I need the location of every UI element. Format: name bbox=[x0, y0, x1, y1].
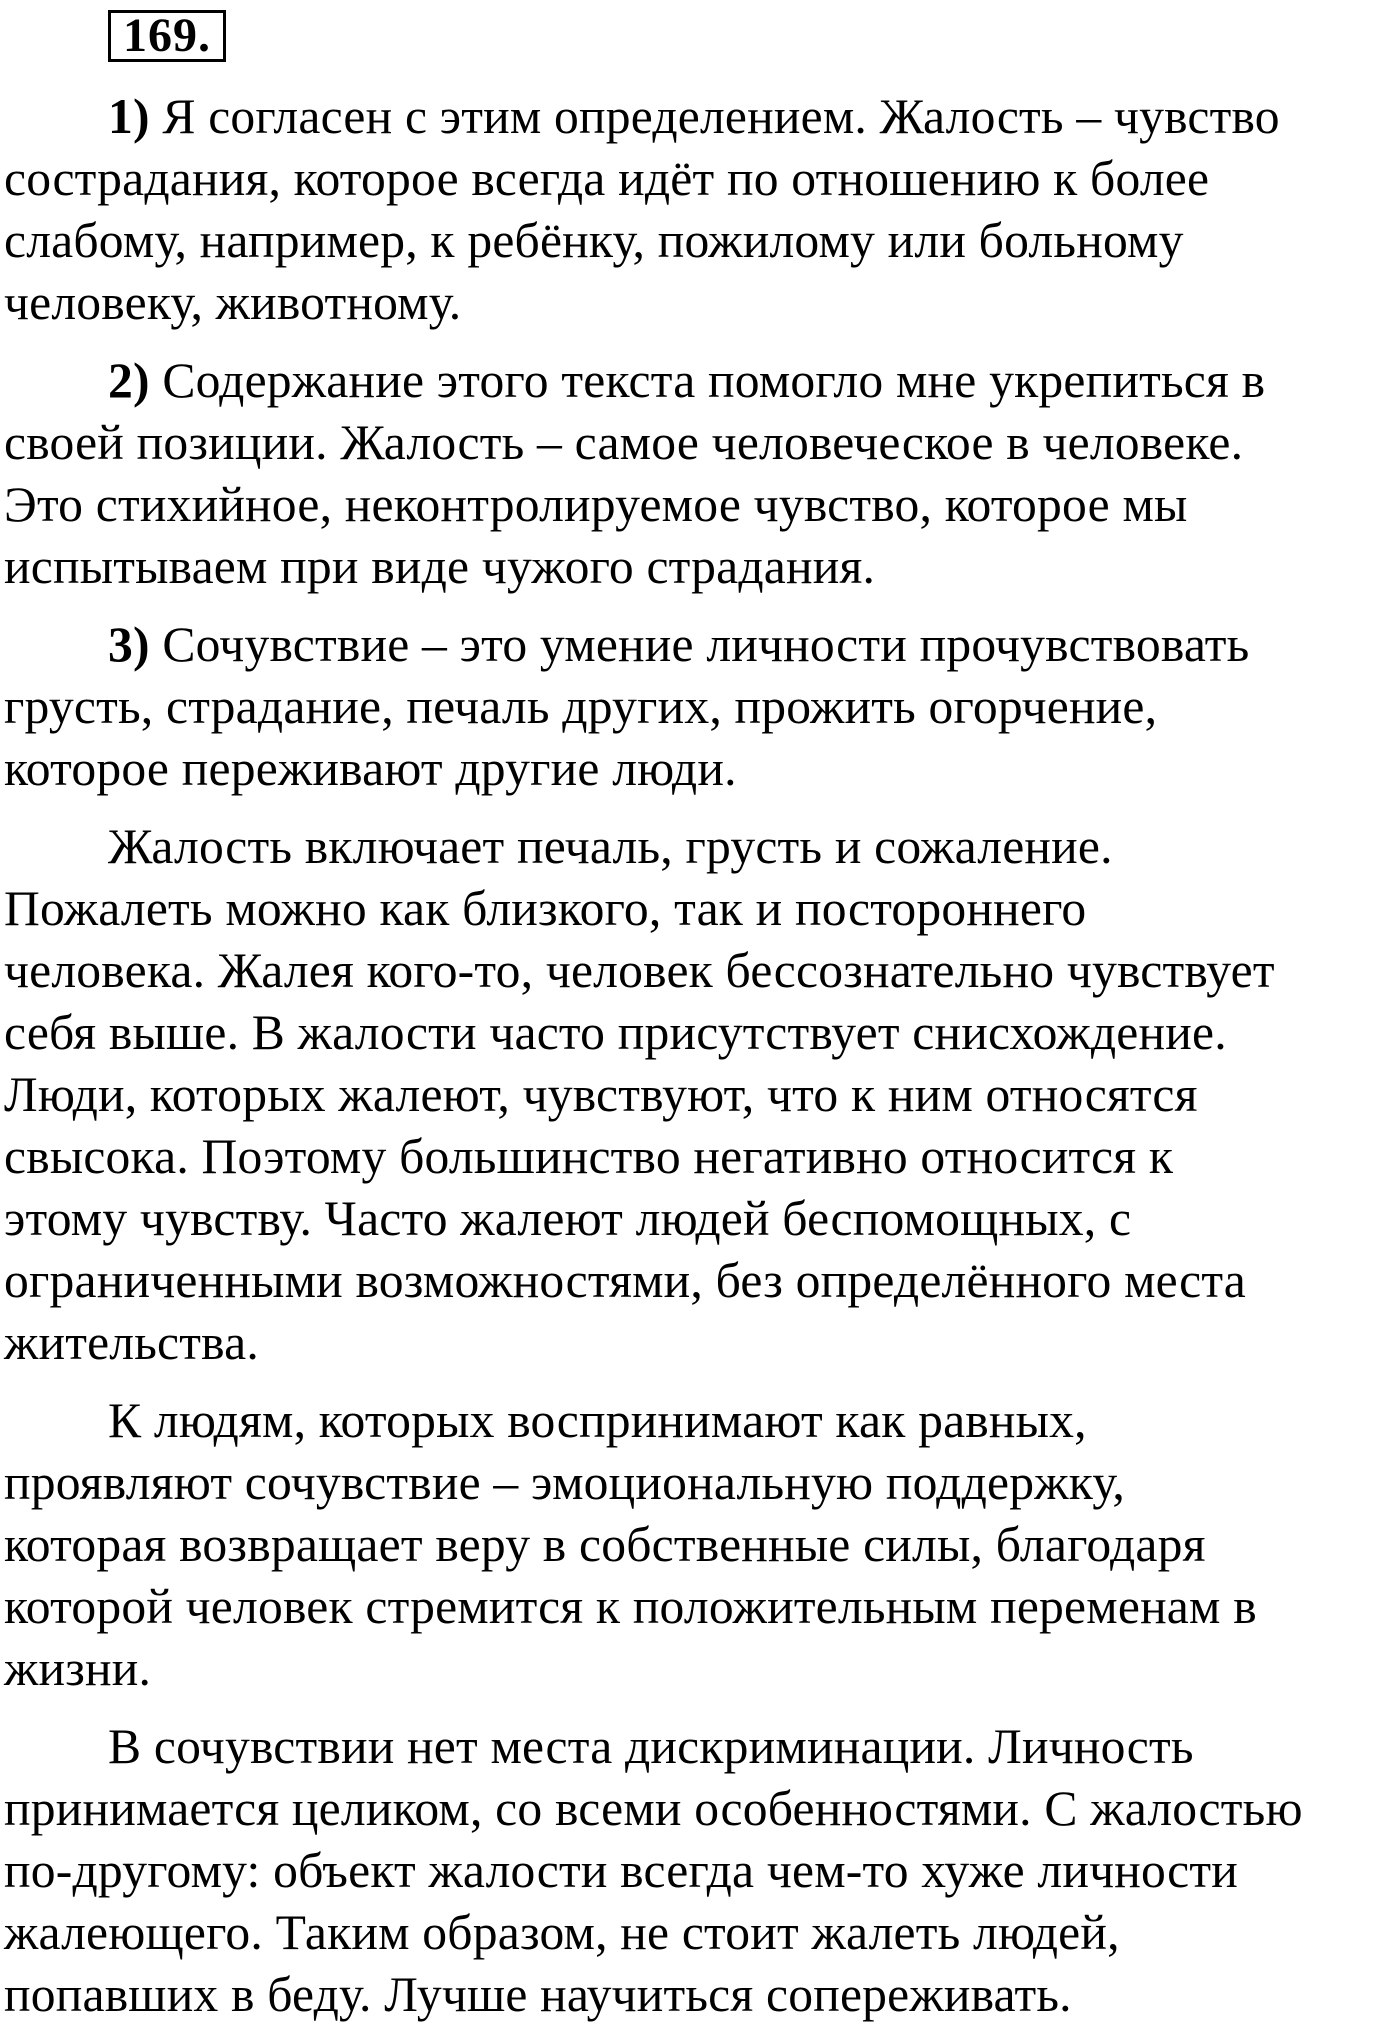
text-line: своей позиции. Жалость – самое человеческое в человеке. bbox=[4, 415, 1244, 470]
text-line: человеку, животному. bbox=[4, 275, 462, 330]
text-line: которой человек стремится к положительным переменам в bbox=[4, 1579, 1257, 1634]
paragraph-6 bbox=[4, 1716, 1396, 2026]
text-line: которая возвращает веру в собственные силы, благодаря bbox=[4, 1517, 1206, 1572]
text-line: Жалость включает печаль, грусть и сожаление. bbox=[108, 819, 1113, 874]
exercise-number: 169. bbox=[123, 9, 211, 62]
text-line: проявляют сочувствие – эмоциональную поддержку, bbox=[4, 1455, 1125, 1510]
text-line: грусть, страдание, печаль других, прожить огорчение, bbox=[4, 679, 1158, 734]
paragraph-3 bbox=[4, 614, 1396, 800]
text-line: слабому, например, к ребёнку, пожилому или больному bbox=[4, 213, 1184, 268]
text-line: В сочувствии нет места дискриминации. Личность bbox=[108, 1719, 1194, 1774]
item-number: 1) bbox=[108, 89, 150, 144]
answer-text bbox=[4, 86, 1396, 2042]
paragraph-1 bbox=[4, 86, 1396, 334]
text-line: человека. Жалея кого-то, человек бессознательно чувствует bbox=[4, 943, 1275, 998]
paragraph-4 bbox=[4, 816, 1396, 1374]
text-line: сострадания, которое всегда идёт по отношению к более bbox=[4, 151, 1210, 206]
exercise-number-box bbox=[108, 10, 226, 62]
text-line: которое переживают другие люди. bbox=[4, 741, 737, 796]
text-line: ограниченными возможностями, без определённого места bbox=[4, 1253, 1247, 1308]
text-line: попавших в беду. Лучше научиться сопереживать. bbox=[4, 1967, 1072, 2022]
text-line: свысока. Поэтому большинство негативно относится к bbox=[4, 1129, 1174, 1184]
text-line: Пожалеть можно как близкого, так и постороннего bbox=[4, 881, 1087, 936]
text-line: по-другому: объект жалости всегда чем-то хуже личности bbox=[4, 1843, 1239, 1898]
paragraph-5 bbox=[4, 1390, 1396, 1700]
item-number: 3) bbox=[108, 617, 150, 672]
text-line: жительства. bbox=[4, 1315, 259, 1370]
text-line: 2) Содержание этого текста помогло мне укрепиться в bbox=[108, 353, 1266, 408]
text-line: себя выше. В жалости часто присутствует снисхождение. bbox=[4, 1005, 1227, 1060]
text-line: К людям, которых воспринимают как равных, bbox=[108, 1393, 1087, 1448]
text-line: 3) Сочувствие – это умение личности прочувствовать bbox=[108, 617, 1250, 672]
text-line: Люди, которых жалеют, чувствуют, что к ним относятся bbox=[4, 1067, 1198, 1122]
text-line: 1) Я согласен с этим определением. Жалость – чувство bbox=[108, 89, 1280, 144]
text-line: Это стихийное, неконтролируемое чувство, которое мы bbox=[4, 477, 1188, 532]
paragraph-2 bbox=[4, 350, 1396, 598]
item-number: 2) bbox=[108, 353, 150, 408]
text-line: этому чувству. Часто жалеют людей беспомощных, с bbox=[4, 1191, 1132, 1246]
text-line: жалеющего. Таким образом, не стоит жалеть людей, bbox=[4, 1905, 1120, 1960]
text-line: испытываем при виде чужого страдания. bbox=[4, 539, 876, 594]
text-line: жизни. bbox=[4, 1641, 152, 1696]
text-line: принимается целиком, со всеми особенностями. С жалостью bbox=[4, 1781, 1303, 1836]
